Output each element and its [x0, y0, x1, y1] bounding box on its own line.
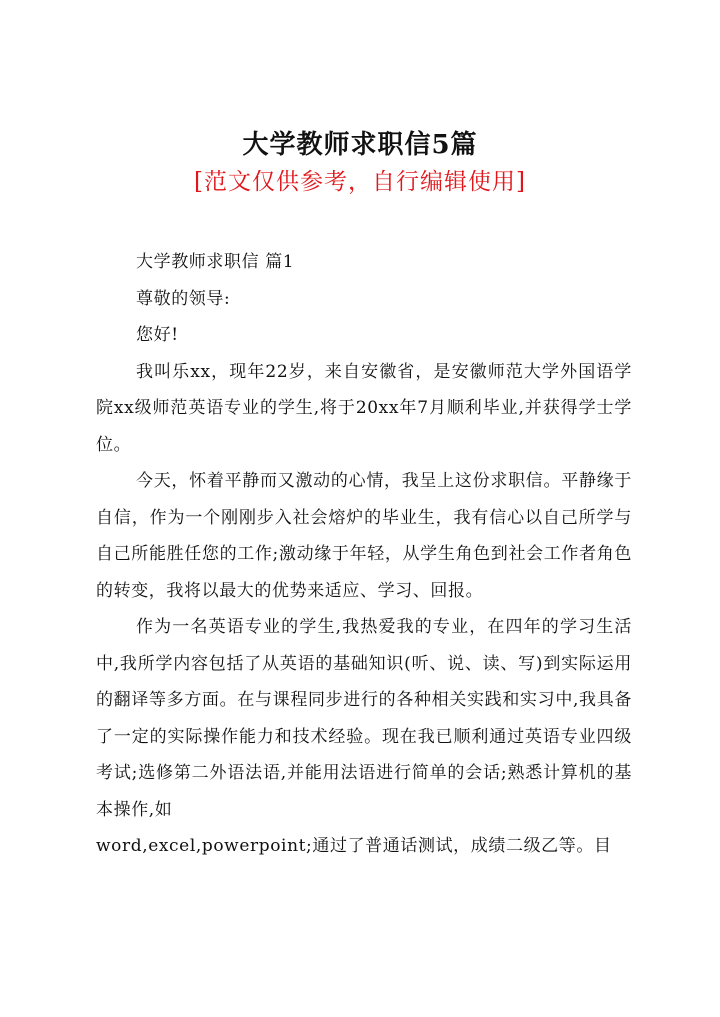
- section-heading: 大学教师求职信 篇1: [136, 252, 295, 272]
- document-body: [96, 244, 632, 865]
- paragraph-skills: 作为一名英语专业的学生,我热爱我的专业，在四年的学习生活中,我所学内容包括了从英语的基础知识(听、说、读、写)到实际运用的翻译等多方面。在与课程同步进行的各种相关实践和实习中,我具备了一定的实际操作能力和技术经验。现在我已顺利通过英语专业四级考试;选修第二外语法语,并能用法语进行简单的会话;熟悉计算机的基本操作,如: [96, 617, 632, 820]
- greeting: 您好!: [136, 325, 179, 345]
- salutation: 尊敬的领导:: [136, 288, 231, 309]
- document-title: 大学教师求职信5篇: [242, 130, 478, 160]
- paragraph-motivation: 今天，怀着平静而又激动的心情，我呈上这份求职信。平静缘于自信，作为一个刚刚步入社会熔炉的毕业生，我有信心以自己所学与自己所能胜任您的工作;激动缘于年轻，从学生角色到社会工作者角色的转变，我将以最大的优势来适应、学习、回报。: [96, 471, 632, 601]
- paragraph-skills-continued: word,excel,powerpoint;通过了普通话测试，成绩二级乙等。目: [96, 836, 612, 856]
- document-subtitle: [范文仅供参考，自行编辑使用]: [194, 169, 526, 195]
- paragraph-intro: 我叫乐xx，现年22岁，来自安徽省，是安徽师范大学外国语学院xx级师范英语专业的学生,将于20xx年7月顺利毕业,并获得学士学位。: [96, 361, 632, 455]
